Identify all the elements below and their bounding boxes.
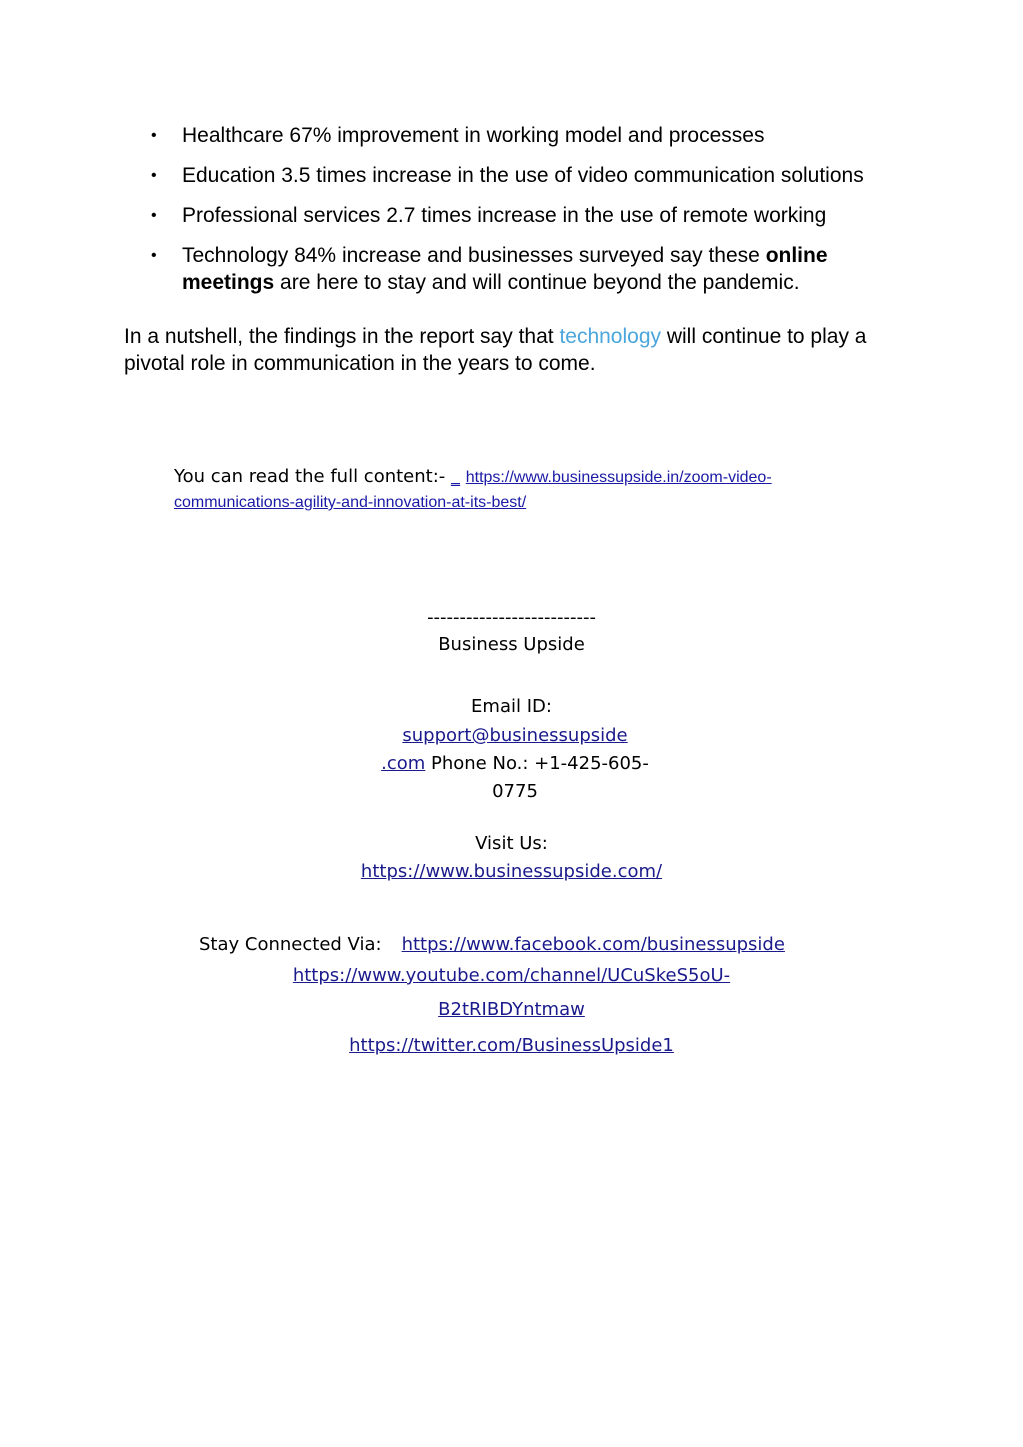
bullet-icon: • (151, 247, 157, 264)
read-more-underscore: _ (451, 466, 460, 487)
findings-list (124, 122, 914, 296)
technology-link[interactable]: technology (559, 325, 662, 348)
summary-text-before: In a nutshell, the findings in the report say that (124, 325, 560, 348)
bullet-text: Education 3.5 times increase in the use of video communication solutions (182, 164, 864, 187)
email-part-1: support@businessupside (402, 725, 628, 746)
list-item (124, 242, 914, 296)
website-link[interactable]: https://www.businessupside.com/ (360, 861, 663, 882)
stay-connected-row (199, 934, 785, 955)
bullet-icon: • (151, 207, 157, 224)
bullet-icon: • (151, 167, 157, 184)
read-more (174, 465, 874, 515)
visit-url-row (0, 861, 1023, 882)
youtube-link-part-1[interactable]: https://www.youtube.com/channel/UCuSkeS5oU- (292, 965, 731, 986)
list-item (124, 122, 914, 149)
phone-text: Phone No.: +1-425-605-0775 (425, 753, 649, 802)
company-name: Business Upside (438, 634, 585, 655)
email-label: Email ID: (471, 696, 552, 717)
bullet-bold-text: online meetings (182, 244, 828, 294)
list-item (124, 202, 914, 229)
twitter-row (0, 1035, 1023, 1056)
stay-connected-label: Stay Connected Via: (199, 934, 382, 955)
summary-text-after: will continue to play a pivotal role in communication in the years to come. (124, 325, 867, 375)
read-more-label: You can read the full content:- (174, 466, 451, 487)
visit-label: Visit Us: (475, 833, 548, 854)
twitter-link[interactable]: https://twitter.com/BusinessUpside1 (349, 1035, 674, 1056)
divider: -------------------------- (427, 607, 596, 628)
list-item (124, 162, 914, 189)
bullet-icon: • (151, 127, 157, 144)
youtube-link-part-2[interactable]: B2tRIBDYntmaw (438, 999, 585, 1020)
bullet-text: Professional services 2.7 times increase in the use of remote working (182, 204, 827, 227)
bullet-text-before: Technology 84% increase and businesses surveyed say these (182, 244, 766, 267)
contact-block (380, 722, 650, 806)
email-part-2: .com (381, 753, 426, 774)
article-link[interactable]: https://www.businessupside.in/zoom-video-communications-agility-and-innovation-at-its-best/ (174, 469, 772, 511)
youtube-row-1 (0, 965, 1023, 986)
bullet-text: Healthcare 67% improvement in working model and processes (182, 124, 765, 147)
facebook-link[interactable]: https://www.facebook.com/businessupside (401, 934, 785, 955)
youtube-row-2 (0, 999, 1023, 1020)
summary-paragraph (124, 323, 914, 377)
bullet-text-after: are here to stay and will continue beyond the pandemic. (274, 271, 800, 294)
